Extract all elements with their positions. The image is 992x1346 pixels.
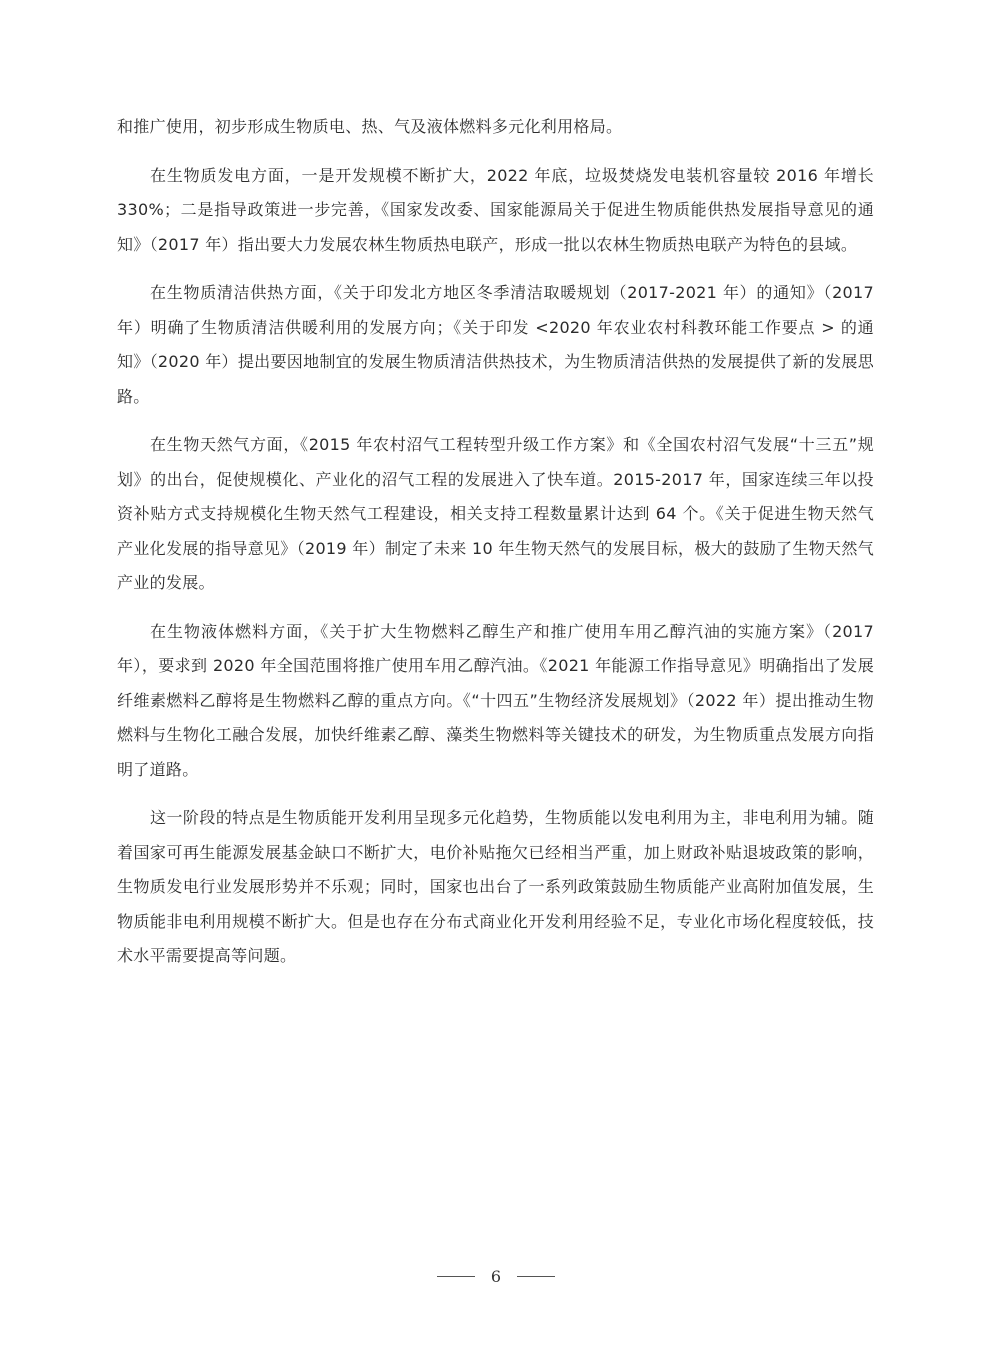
- paragraph-clean-heating: 在生物质清洁供热方面，《关于印发北方地区冬季清洁取暖规划（2017-2021 年）的通知》（2017 年）明确了生物质清洁供暖利用的发展方向；《关于印发 <2020 年农业农村科教环能工作要点 > 的通知》（2020 年）提出要因地制宜的发展生物质清洁供热技术，为生物质清洁供热的发展提供了新的发展思路。: [117, 283, 874, 406]
- paragraph-biomass-power: 在生物质发电方面，一是开发规模不断扩大，2022 年底，垃圾焚烧发电装机容量较 2016 年增长 330%；二是指导政策进一步完善，《国家发改委、国家能源局关于促进生物质能供热发展指导意见的通知》（2017 年）指出要大力发展农林生物质热电联产，形成一批以农林生物质热电联产为特色的县域。: [117, 165, 874, 254]
- page-number: 6: [490, 1266, 502, 1286]
- footer-rule-right: [517, 1276, 555, 1277]
- page-footer: [0, 1262, 992, 1290]
- paragraph-continuation: 和推广使用，初步形成生物质电、热、气及液体燃料多元化利用格局。: [117, 117, 623, 136]
- paragraph-bio-natural-gas: 在生物天然气方面，《2015 年农村沼气工程转型升级工作方案》和《全国农村沼气发展“十三五”规划》的出台，促使规模化、产业化的沼气工程的发展进入了快车道。2015-2017 年，国家连续三年以投资补贴方式支持规模化生物天然气工程建设，相关支持工程数量累计达到 64 个。《关于促进生物天然气产业化发展的指导意见》（2019 年）制定了未来 10 年生物天然气的发展目标，极大的鼓励了生物天然气产业的发展。: [117, 435, 874, 592]
- footer-rule-left: [437, 1276, 475, 1277]
- paragraph-liquid-fuel: 在生物液体燃料方面，《关于扩大生物燃料乙醇生产和推广使用车用乙醇汽油的实施方案》（2017 年），要求到 2020 年全国范围将推广使用车用乙醇汽油。《2021 年能源工作指导意见》明确指出了发展纤维素燃料乙醇将是生物燃料乙醇的重点方向。《“十四五”生物经济发展规划》（2022 年）提出推动生物燃料与生物化工融合发展，加快纤维素乙醇、藻类生物燃料等关键技术的研发，为生物质重点发展方向指明了道路。: [117, 621, 874, 779]
- paragraph-stage-summary: 这一阶段的特点是生物质能开发利用呈现多元化趋势，生物质能以发电利用为主，非电利用为辅。随着国家可再生能源发展基金缺口不断扩大，电价补贴拖欠已经相当严重，加上财政补贴退坡政策的影响，生物质发电行业发展形势并不乐观；同时，国家也出台了一系列政策鼓励生物质能产业高附加值发展，生物质能非电利用规模不断扩大。但是也存在分布式商业化开发利用经验不足，专业化市场化程度较低，技术水平需要提高等问题。: [117, 808, 874, 965]
- document-body: [117, 110, 874, 988]
